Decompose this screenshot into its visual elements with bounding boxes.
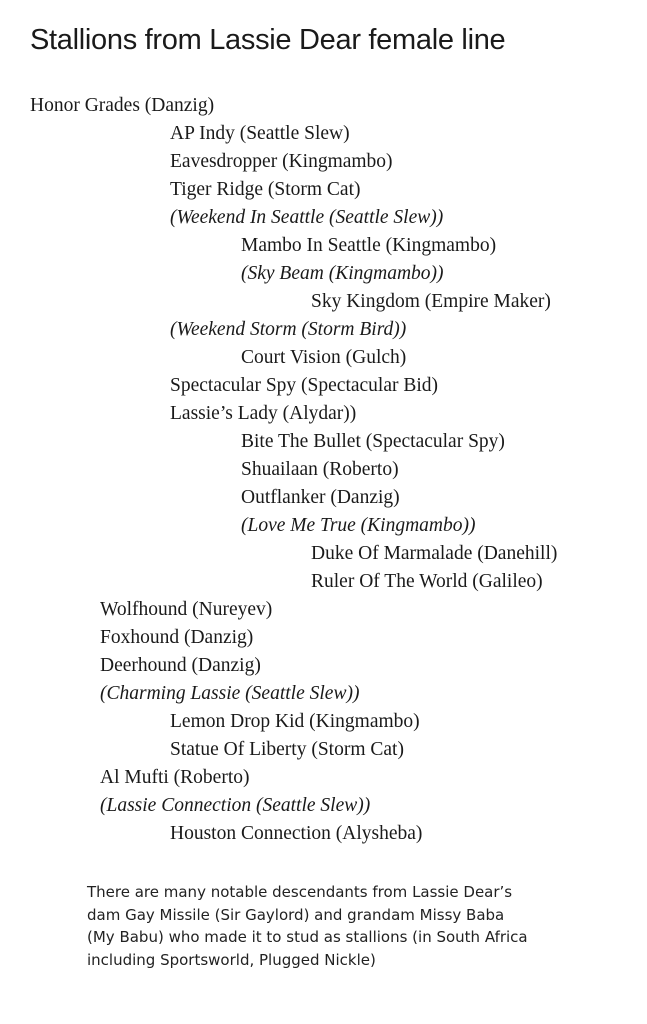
pedigree-stallion-entry: Wolfhound (Nureyev) xyxy=(100,599,273,620)
pedigree-stallion-entry: Shuailaan (Roberto) xyxy=(241,459,399,480)
page-title: Stallions from Lassie Dear female line xyxy=(30,24,506,56)
footnote-line: dam Gay Missile (Sir Gaylord) and grandam Missy Baba xyxy=(87,905,505,924)
pedigree-dam-entry: (Weekend In Seattle (Seattle Slew)) xyxy=(170,207,444,228)
pedigree-stallion-entry: Lemon Drop Kid (Kingmambo) xyxy=(170,711,420,732)
pedigree-dam-entry: (Charming Lassie (Seattle Slew)) xyxy=(100,683,360,704)
pedigree-dam-entry: (Lassie Connection (Seattle Slew)) xyxy=(100,795,371,816)
pedigree-dam-entry: (Sky Beam (Kingmambo)) xyxy=(241,263,444,284)
footnote-line: including Sportsworld, Plugged Nickle) xyxy=(87,950,376,969)
pedigree-dam-entry: (Weekend Storm (Storm Bird)) xyxy=(170,319,407,340)
pedigree-stallion-entry: Deerhound (Danzig) xyxy=(100,655,261,676)
pedigree-dam-entry: (Love Me True (Kingmambo)) xyxy=(241,515,476,536)
pedigree-stallion-entry: Al Mufti (Roberto) xyxy=(100,767,250,788)
pedigree-stallion-entry: AP Indy (Seattle Slew) xyxy=(170,123,350,144)
pedigree-stallion-entry: Honor Grades (Danzig) xyxy=(30,95,215,116)
pedigree-stallion-entry: Statue Of Liberty (Storm Cat) xyxy=(170,739,404,760)
pedigree-stallion-entry: Foxhound (Danzig) xyxy=(100,627,254,648)
pedigree-stallion-entry: Houston Connection (Alysheba) xyxy=(170,823,423,844)
pedigree-stallion-entry: Court Vision (Gulch) xyxy=(241,347,407,368)
pedigree-stallion-entry: Outflanker (Danzig) xyxy=(241,487,400,508)
pedigree-stallion-entry: Duke Of Marmalade (Danehill) xyxy=(311,543,558,564)
footnote-line: There are many notable descendants from Lassie Dear’s xyxy=(87,883,513,901)
pedigree-stallion-entry: Eavesdropper (Kingmambo) xyxy=(170,151,393,172)
footnote xyxy=(87,881,627,971)
footnote-line: (My Babu) who made it to stud as stallions (in South Africa xyxy=(87,928,528,946)
pedigree-stallion-entry: Spectacular Spy (Spectacular Bid) xyxy=(170,375,439,396)
pedigree-stallion-entry: Tiger Ridge (Storm Cat) xyxy=(170,179,361,200)
pedigree-stallion-entry: Bite The Bullet (Spectacular Spy) xyxy=(241,431,505,452)
pedigree-stallion-entry: Sky Kingdom (Empire Maker) xyxy=(311,291,551,312)
pedigree-stallion-entry: Lassie’s Lady (Alydar)) xyxy=(170,403,357,424)
pedigree-stallion-entry: Ruler Of The World (Galileo) xyxy=(311,571,543,592)
pedigree-stallion-entry: Mambo In Seattle (Kingmambo) xyxy=(241,235,497,256)
pedigree-list xyxy=(0,92,557,848)
